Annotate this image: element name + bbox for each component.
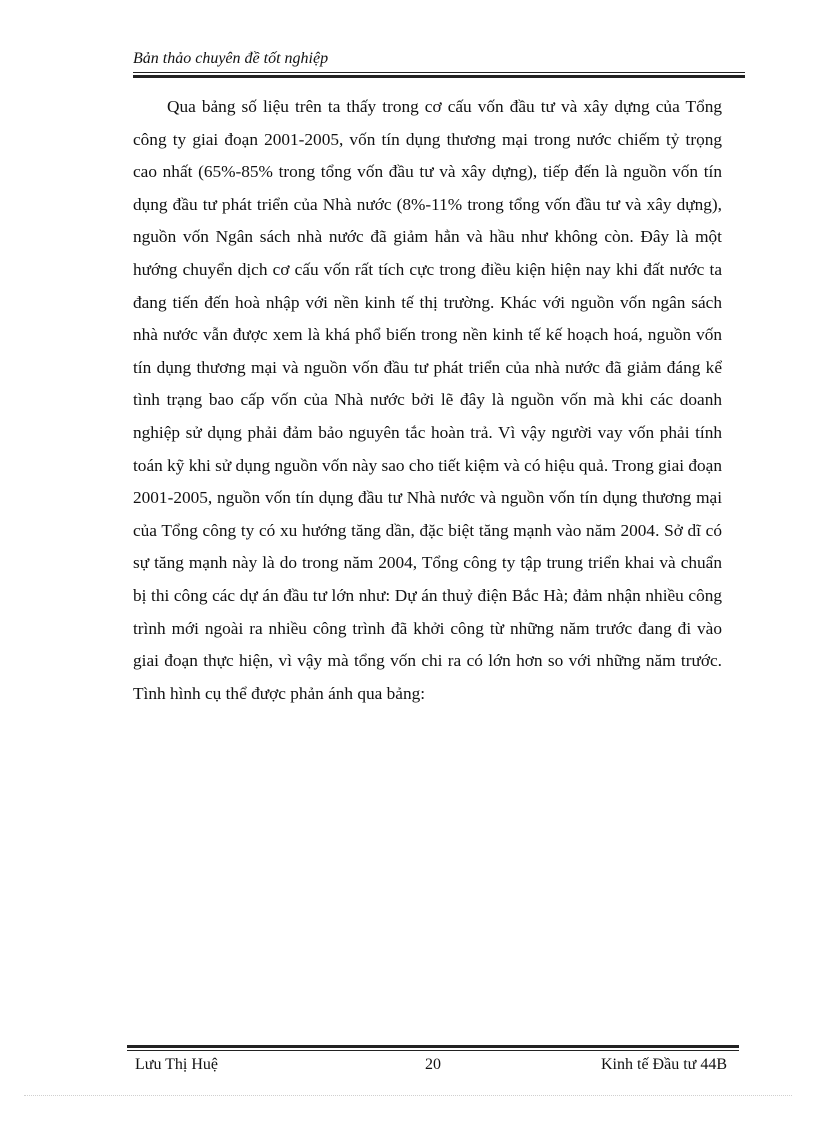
footer-rule-thin bbox=[127, 1050, 739, 1051]
footer-department: Kinh tế Đầu tư 44B bbox=[601, 1056, 727, 1073]
page-edge-divider bbox=[24, 1095, 792, 1096]
body-paragraph: Qua bảng số liệu trên ta thấy trong cơ cấu vốn đầu tư và xây dựng của Tổng công ty giai đoạn 2001-2005, vốn tín dụng thương mại trong nước chiếm tỷ trọng cao nhất (65%-85% trong tổng vốn đầu tư và xây dựng), tiếp đến là nguồn vốn tín dụng đầu tư phát triển của Nhà nước (8%-11% trong tổng vốn đầu tư và xây dựng), nguồn vốn Ngân sách nhà nước đã giảm hẳn và hầu như không còn. Đây là một hướng chuyển dịch cơ cấu vốn rất tích cực trong điều kiện hiện nay khi đất nước ta đang tiến đến hoà nhập với nền kinh tế thị trường. Khác với nguồn vốn ngân sách nhà nước vẫn được xem là khá phổ biến trong nền kinh tế kế hoạch hoá, nguồn vốn tín dụng thương mại và nguồn vốn đầu tư phát triển của nhà nước đã giảm đáng kể tình trạng bao cấp vốn của Nhà nước bởi lẽ đây là nguồn vốn mà khi các doanh nghiệp sử dụng phải đảm bảo nguyên tắc hoàn trả. Vì vậy người vay vốn phải tính toán kỹ khi sử dụng nguồn vốn này sao cho tiết kiệm và có hiệu quả. Trong giai đoạn 2001-2005, nguồn vốn tín dụng đầu tư Nhà nước và nguồn vốn tín dụng thương mại của Tổng công ty có xu hướng tăng dần, đặc biệt tăng mạnh vào năm 2004. Sở dĩ có sự tăng mạnh này là do trong năm 2004, Tổng công ty tập trung triển khai và chuẩn bị thi công các dự án đầu tư lớn như: Dự án thuỷ điện Bắc Hà; đảm nhận nhiều công trình mới ngoài ra nhiều công trình đã khởi công từ những năm trước đang đi vào giai đoạn thực hiện, vì vậy mà tổng vốn chi ra có lớn hơn so với những năm trước. Tình hình cụ thể được phản ánh qua bảng: bbox=[133, 97, 722, 703]
footer-rule-thick bbox=[127, 1045, 739, 1048]
page-footer bbox=[127, 1045, 739, 1080]
page-header bbox=[133, 50, 745, 78]
header-rule-thick bbox=[133, 75, 745, 78]
header-title: Bản thảo chuyên đề tốt nghiệp bbox=[133, 50, 329, 67]
footer-page-number: 20 bbox=[425, 1056, 441, 1073]
footer-author: Lưu Thị Huệ bbox=[135, 1056, 219, 1073]
header-rule-thin bbox=[133, 72, 745, 73]
footer-row bbox=[127, 1056, 739, 1080]
